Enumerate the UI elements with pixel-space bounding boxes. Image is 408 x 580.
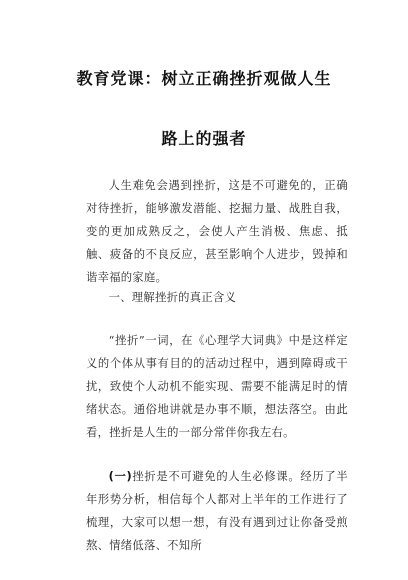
paragraph-intro: 人生难免会遇到挫折，这是不可避免的，正确对待挫折，能够激发潜能、挖掘力量、战胜自我，变的更加成熟反之，会使人产生消极、焦虑、抵触、疲备的不良反应，甚至影响个人进步，毁掉和谐幸福的家庭。 [86, 179, 348, 284]
paragraph-definition: “挫折”一词，在《心理学大词典》中是这样定义的个体从事有目的的活动过程中，遇到障碍或干扰，致使个人动机不能实现、需要不能满足时的情绪状态。通俗地讲就是办事不顺，想法落空。由此看，挫折是人生的一部分常伴你我左右。 [86, 334, 348, 439]
subsection-number: (一) [108, 470, 132, 483]
paragraph-subsection-1 [86, 465, 348, 557]
subsection-text: 挫折是不可避免的人生必修课。经历了半年形势分析，相信每个人都对上半年的工作进行了梳理，大家可以想一想，有没有遇到过让你备受煎熬、情绪低落、不知所 [86, 470, 348, 552]
document-title-line-2: 路上的强者 [161, 129, 247, 148]
section-heading-1: 一、理解挫折的真正含义 [108, 291, 237, 304]
document-title-line-1: 教育党课：树立正确挫折观做人生 [76, 69, 332, 88]
